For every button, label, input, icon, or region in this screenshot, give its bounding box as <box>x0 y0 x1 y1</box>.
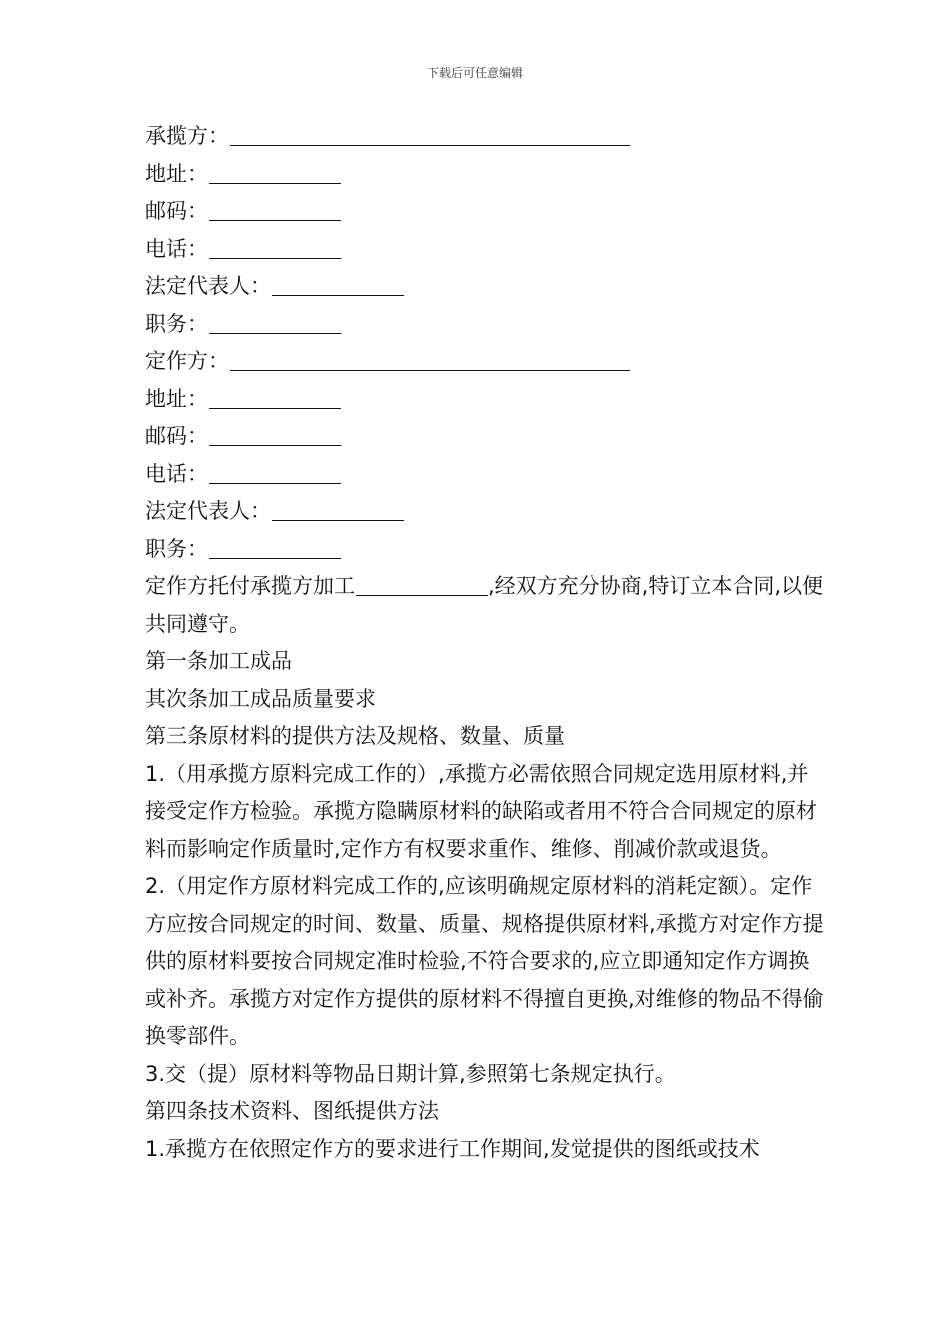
contractor-label: 承揽方： <box>145 124 229 148</box>
processing-item-blank[interactable] <box>356 575 488 596</box>
orderer-phone-label: 电话： <box>145 461 208 486</box>
orderer-name-blank[interactable] <box>230 350 630 371</box>
contractor-position-row <box>145 306 825 344</box>
orderer-postcode-row <box>145 418 825 456</box>
orderer-phone-blank[interactable] <box>209 463 341 484</box>
orderer-position-label: 职务： <box>145 536 208 561</box>
article-2-heading: 其次条加工成品质量要求 <box>145 686 376 711</box>
orderer-label: 定作方： <box>145 349 229 373</box>
article-3-clause-2: 2.（用定作方原材料完成工作的,应该明确规定原材料的消耗定额）。定作方应按合同规定的时间、数量、质量、规格提供原材料,承揽方对定作方提供的原材料要按合同规定准时检验,不符合要求的,应立即通知定作方调换或补齐。承揽方对定作方提供的原材料不得擅自更换,对维修的物品不得偷换零部件。 <box>145 874 824 1048</box>
orderer-phone-row <box>145 456 825 494</box>
article-4-heading: 第四条技术资料、图纸提供方法 <box>145 1099 439 1123</box>
article-3-clause-1: 1.（用承揽方原料完成工作的）,承揽方必需依照合同规定选用原材料,并接受定作方检验。承揽方隐瞒原材料的缺陷或者用不符合合同规定的原材料而影响定作质量时,定作方有权要求重作、维修、削减价款或退货。 <box>145 761 817 861</box>
contractor-address-blank[interactable] <box>209 163 341 184</box>
contract-body <box>145 118 825 1168</box>
article-3-clause-3: 3.交（提）原材料等物品日期计算,参照第七条规定执行。 <box>145 1061 676 1086</box>
contractor-phone-row <box>145 231 825 269</box>
orderer-address-label: 地址： <box>145 386 208 411</box>
contractor-name-row <box>145 118 825 156</box>
orderer-postcode-blank[interactable] <box>209 425 341 446</box>
intro-text-start: 定作方托付承揽方加工 <box>145 574 355 598</box>
contractor-phone-label: 电话： <box>145 236 208 261</box>
article-1-heading: 第一条加工成品 <box>145 649 292 673</box>
page-header: 下载后可任意编辑 <box>426 66 523 80</box>
orderer-position-blank[interactable] <box>209 538 341 559</box>
contractor-rep-label: 法定代表人： <box>145 274 271 298</box>
orderer-address-row <box>145 381 825 419</box>
contractor-postcode-row <box>145 193 825 231</box>
intro-paragraph <box>145 568 825 643</box>
contractor-rep-blank[interactable] <box>272 275 404 296</box>
contractor-position-blank[interactable] <box>209 313 341 334</box>
contractor-address-label: 地址： <box>145 161 208 186</box>
contractor-postcode-blank[interactable] <box>209 200 341 221</box>
orderer-position-row <box>145 531 825 569</box>
contractor-position-label: 职务： <box>145 311 208 336</box>
orderer-address-blank[interactable] <box>209 388 341 409</box>
orderer-rep-label: 法定代表人： <box>145 499 271 523</box>
intro-text-end: ,经双方充分协商,特订立本合同,以便共同遵守。 <box>145 574 824 636</box>
contractor-phone-blank[interactable] <box>209 238 341 259</box>
contractor-address-row <box>145 156 825 194</box>
contractor-name-blank[interactable] <box>230 125 630 146</box>
orderer-name-row <box>145 343 825 381</box>
article-4-clause-1: 1.承揽方在依照定作方的要求进行工作期间,发觉提供的图纸或技术 <box>145 1136 760 1161</box>
orderer-rep-blank[interactable] <box>272 500 404 521</box>
contractor-rep-row <box>145 268 825 306</box>
contractor-postcode-label: 邮码： <box>145 199 208 223</box>
article-3-heading: 第三条原材料的提供方法及规格、数量、质量 <box>145 724 565 748</box>
orderer-postcode-label: 邮码： <box>145 424 208 448</box>
orderer-rep-row <box>145 493 825 531</box>
